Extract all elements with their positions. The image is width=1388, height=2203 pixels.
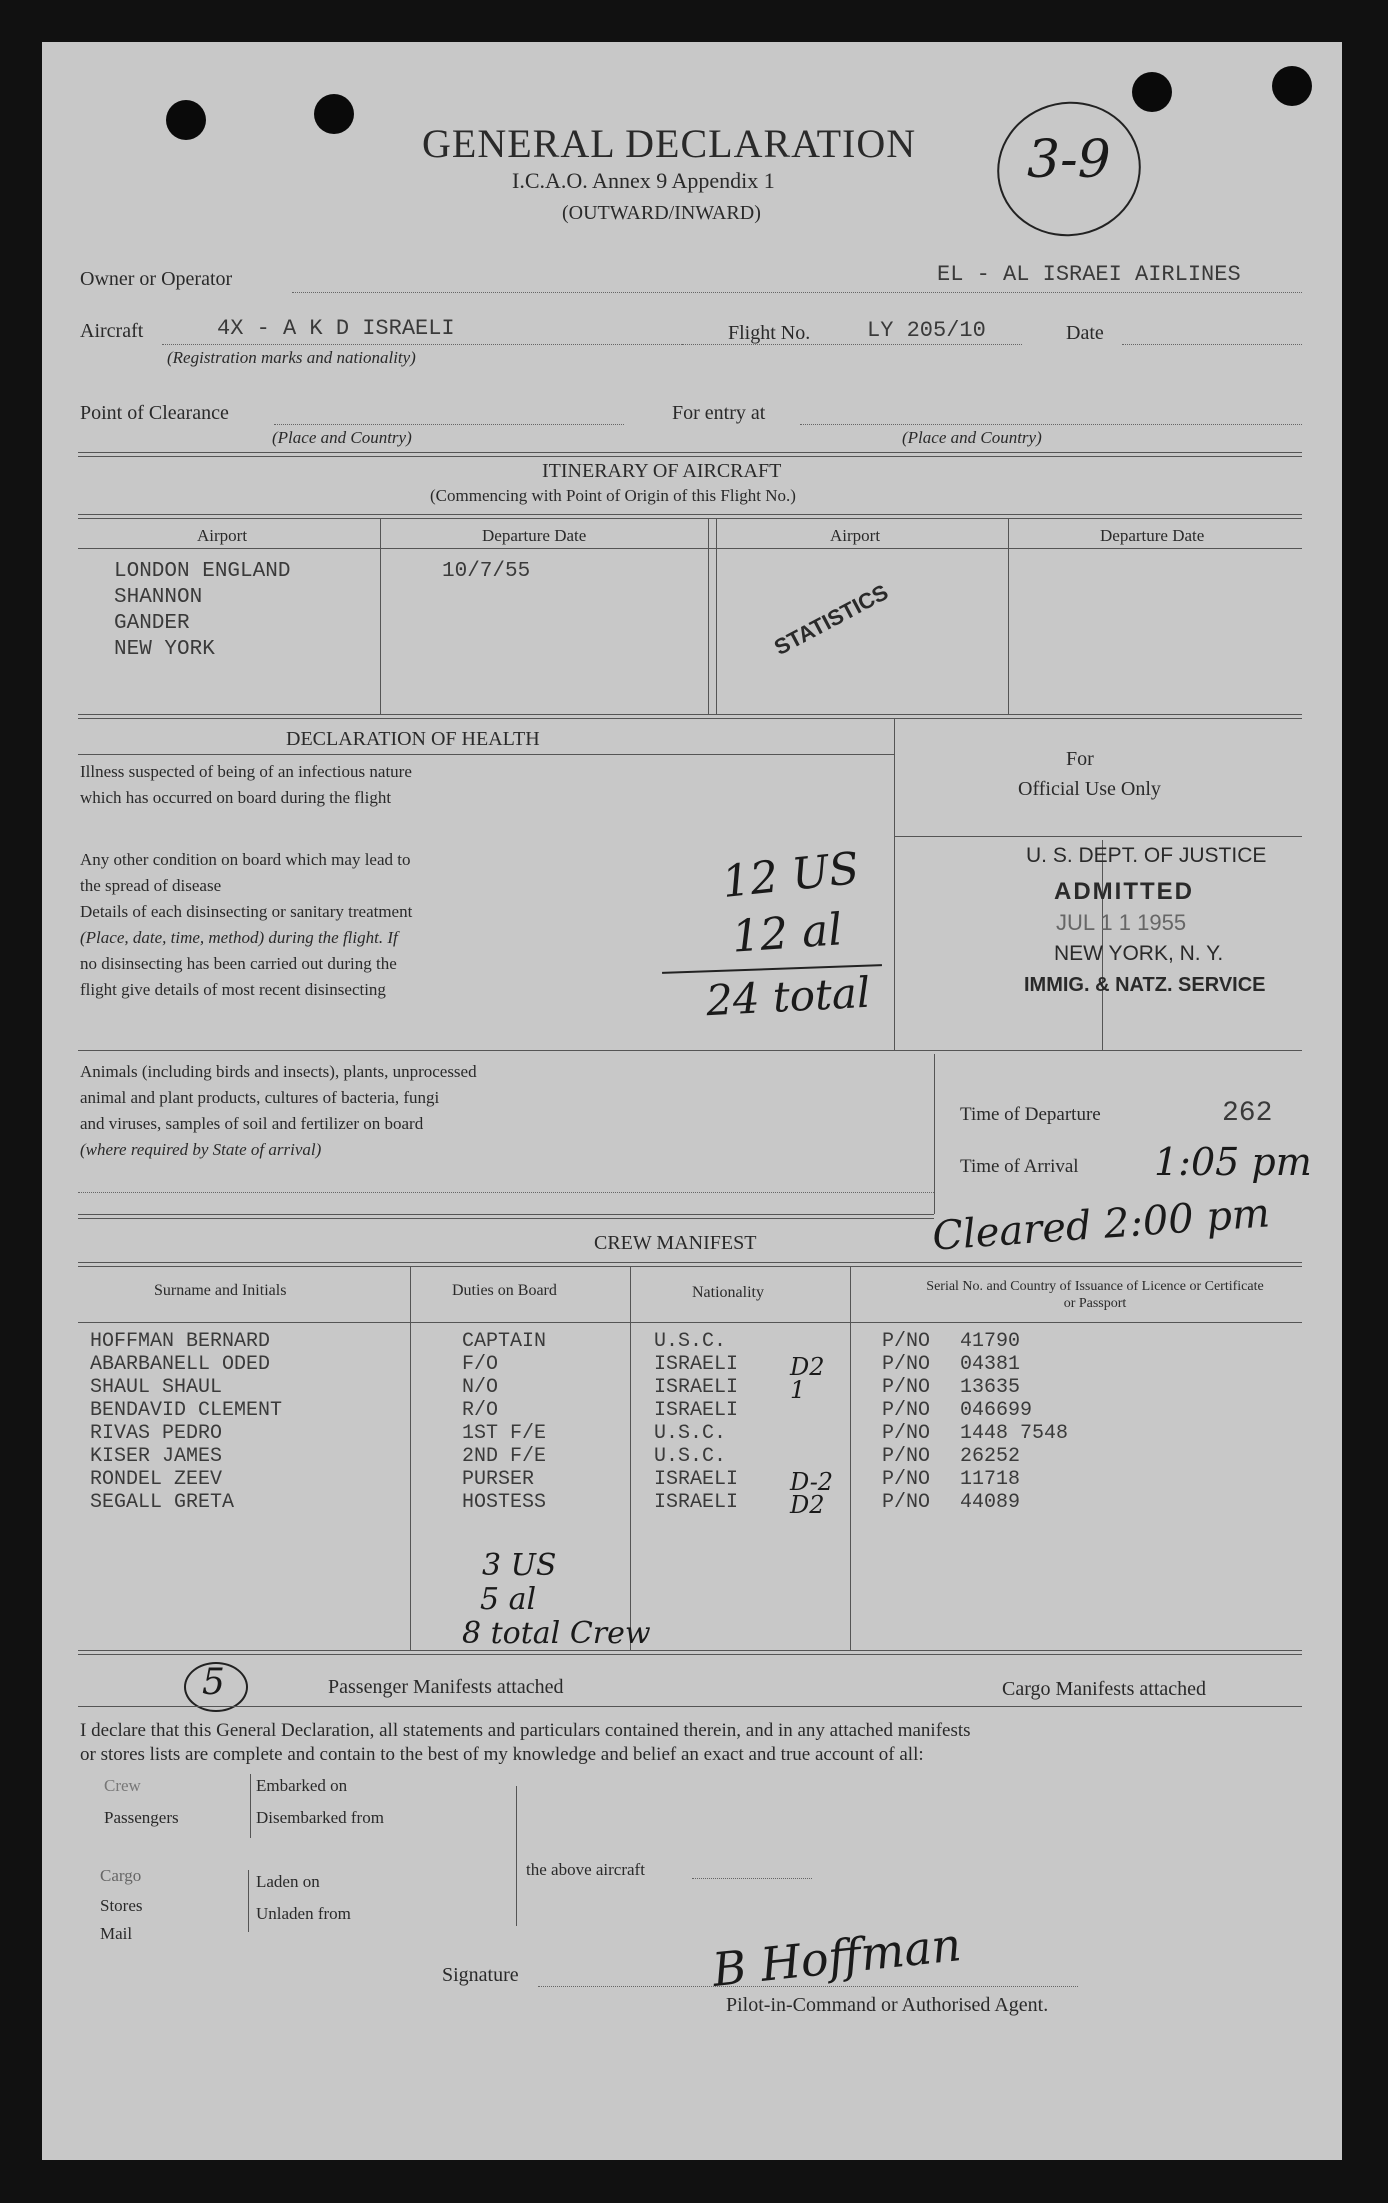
entry-line bbox=[800, 424, 1302, 425]
aircraft-line bbox=[162, 344, 682, 345]
crew-duty: 2ND F/E bbox=[462, 1445, 547, 1468]
crew-serial-no: 04381 bbox=[960, 1353, 1021, 1376]
form-subtitle: I.C.A.O. Annex 9 Appendix 1 bbox=[512, 168, 775, 193]
health-item1-line1: Illness suspected of being of an infectious nature bbox=[80, 762, 412, 781]
justice-stamp-3: JUL 1 1 1955 bbox=[1056, 910, 1187, 935]
flight-label: Flight No. bbox=[728, 322, 811, 344]
crew-mark: D2 bbox=[790, 1491, 825, 1519]
crew-serial-prefix: P/NO bbox=[882, 1376, 931, 1399]
place-note-left: (Place and Country) bbox=[272, 428, 412, 447]
health-title: DECLARATION OF HEALTH bbox=[286, 728, 540, 750]
owner-label: Owner or Operator bbox=[80, 268, 233, 290]
form-sheet bbox=[42, 42, 1342, 2160]
crew-name: HOFFMAN BERNARD bbox=[90, 1330, 271, 1353]
embarked-label: Embarked on bbox=[256, 1776, 348, 1795]
arrival-time-value: 1:05 pm bbox=[1154, 1140, 1312, 1184]
crew-col-duty: Duties on Board bbox=[452, 1282, 557, 1299]
mail-label: Mail bbox=[100, 1924, 133, 1943]
departure-time-label: Time of Departure bbox=[960, 1104, 1101, 1125]
clearance-label: Point of Clearance bbox=[80, 402, 229, 424]
crew-handwritten-1: 3 US bbox=[482, 1548, 557, 1583]
passengers-label: Passengers bbox=[104, 1808, 179, 1827]
crew-nationality: ISRAELI bbox=[654, 1376, 739, 1399]
date-line bbox=[1122, 344, 1302, 345]
health-handwritten-2: 12 al bbox=[730, 904, 844, 963]
crew-serial-prefix: P/NO bbox=[882, 1330, 931, 1353]
itin-col-airport-1: Airport bbox=[197, 526, 248, 545]
rule bbox=[894, 836, 1302, 837]
itin-airport-3: GANDER bbox=[114, 612, 190, 635]
crew-name: RONDEL ZEEV bbox=[90, 1468, 223, 1491]
crew-col-nat: Nationality bbox=[692, 1284, 764, 1301]
animals-line1: Animals (including birds and insects), plants, unprocessed bbox=[80, 1062, 477, 1081]
justice-stamp-4: NEW YORK, N. Y. bbox=[1054, 942, 1224, 965]
rule bbox=[78, 754, 894, 755]
col-rule bbox=[410, 1266, 411, 1650]
declaration-text-2: or stores lists are complete and contain to the best of my knowledge and belief an exact and true account of all: bbox=[80, 1744, 924, 1765]
itinerary-subtitle: (Commencing with Point of Origin of this Flight No.) bbox=[430, 486, 796, 505]
health-item3-line1: Details of each disinsecting or sanitary treatment bbox=[80, 902, 413, 921]
rule bbox=[78, 452, 1302, 457]
col-rule bbox=[850, 1266, 851, 1650]
col-rule bbox=[716, 518, 717, 714]
rule bbox=[692, 1878, 812, 1879]
crew-duty: PURSER bbox=[462, 1468, 535, 1491]
crew-serial-prefix: P/NO bbox=[882, 1399, 931, 1422]
crew-label: Crew bbox=[104, 1776, 141, 1795]
col-rule bbox=[380, 518, 381, 714]
stores-label: Stores bbox=[100, 1896, 143, 1915]
crew-nationality: U.S.C. bbox=[654, 1422, 727, 1445]
health-item3-line4: flight give details of most recent disinsecting bbox=[80, 980, 386, 999]
health-handwritten-1: 12 US bbox=[719, 842, 862, 909]
col-rule bbox=[630, 1266, 631, 1650]
brace bbox=[248, 1870, 249, 1932]
crew-duty: F/O bbox=[462, 1353, 499, 1376]
rule bbox=[78, 1214, 934, 1219]
justice-stamp-5: IMMIG. & NATZ. SERVICE bbox=[1024, 974, 1266, 996]
crew-name: BENDAVID CLEMENT bbox=[90, 1399, 283, 1422]
departure-time-value: 262 bbox=[1222, 1098, 1273, 1129]
crew-nationality: ISRAELI bbox=[654, 1353, 739, 1376]
crew-nationality: U.S.C. bbox=[654, 1330, 727, 1353]
rule bbox=[78, 1650, 1302, 1655]
crew-mark: D2 bbox=[790, 1353, 825, 1381]
crew-title: CREW MANIFEST bbox=[594, 1232, 757, 1254]
unladen-label: Unladen from bbox=[256, 1904, 351, 1923]
crew-nationality: ISRAELI bbox=[654, 1399, 739, 1422]
crew-serial-no: 046699 bbox=[960, 1399, 1033, 1422]
rule bbox=[78, 1262, 1302, 1267]
crew-serial-no: 1448 7548 bbox=[960, 1422, 1069, 1445]
health-item3-line2: (Place, date, time, method) during the flight. If bbox=[80, 928, 398, 947]
clearance-line bbox=[274, 424, 624, 425]
cargo-manifest-label: Cargo Manifests attached bbox=[1002, 1678, 1207, 1700]
entry-label: For entry at bbox=[672, 402, 766, 424]
crew-nationality: ISRAELI bbox=[654, 1491, 739, 1514]
disembarked-label: Disembarked from bbox=[256, 1808, 384, 1827]
crew-mark: D-2 bbox=[790, 1468, 834, 1496]
health-item1-line2: which has occurred on board during the flight bbox=[80, 788, 392, 807]
crew-handwritten-3: 8 total Crew bbox=[462, 1616, 651, 1651]
punch-hole bbox=[314, 94, 354, 134]
crew-name: ABARBANELL ODED bbox=[90, 1353, 271, 1376]
crew-col-serial: Serial No. and Country of Issuance of Licence or Certificate or Passport bbox=[926, 1279, 1264, 1311]
justice-stamp-2: ADMITTED bbox=[1054, 878, 1194, 905]
cargo-label: Cargo bbox=[100, 1866, 142, 1885]
itin-col-date-2: Departure Date bbox=[1100, 526, 1205, 545]
rule bbox=[78, 1322, 1302, 1323]
arrival-time-label: Time of Arrival bbox=[960, 1156, 1079, 1177]
health-item2-line1: Any other condition on board which may lead to bbox=[80, 850, 411, 869]
crew-duty: CAPTAIN bbox=[462, 1330, 547, 1353]
justice-stamp-1: U. S. DEPT. OF JUSTICE bbox=[1026, 844, 1267, 867]
owner-value: EL - AL ISRAEI AIRLINES bbox=[937, 262, 1241, 287]
place-note-right: (Place and Country) bbox=[902, 428, 1042, 447]
passenger-manifest-label: Passenger Manifests attached bbox=[328, 1676, 564, 1698]
crew-serial-prefix: P/NO bbox=[882, 1422, 931, 1445]
crew-mark: 1 bbox=[790, 1376, 806, 1404]
form-title: GENERAL DECLARATION bbox=[422, 121, 917, 166]
health-handwritten-3: 24 total bbox=[704, 967, 872, 1026]
statistics-stamp: STATISTICS bbox=[770, 579, 893, 661]
crew-serial-no: 11718 bbox=[960, 1468, 1021, 1491]
crew-serial-no: 13635 bbox=[960, 1376, 1021, 1399]
agent-label: Pilot-in-Command or Authorised Agent. bbox=[726, 1994, 1049, 2016]
crew-serial-prefix: P/NO bbox=[882, 1445, 931, 1468]
official-title-2: Official Use Only bbox=[1018, 778, 1161, 800]
flight-line bbox=[682, 344, 1022, 345]
itinerary-title: ITINERARY OF AIRCRAFT bbox=[542, 460, 782, 482]
owner-line bbox=[292, 292, 1302, 293]
col-rule bbox=[894, 718, 895, 1050]
rule bbox=[78, 514, 1302, 519]
animals-line3: and viruses, samples of soil and fertilizer on board bbox=[80, 1114, 424, 1133]
rule bbox=[78, 1192, 934, 1193]
crew-nationality: ISRAELI bbox=[654, 1468, 739, 1491]
itin-airport-1: LONDON ENGLAND bbox=[114, 560, 291, 583]
rule bbox=[78, 548, 1302, 549]
crew-duty: HOSTESS bbox=[462, 1491, 547, 1514]
rule bbox=[78, 1706, 1302, 1707]
handwritten-number: 3-9 bbox=[1027, 130, 1111, 190]
laden-label: Laden on bbox=[256, 1872, 320, 1891]
punch-hole bbox=[1132, 72, 1172, 112]
crew-serial-no: 44089 bbox=[960, 1491, 1021, 1514]
crew-duty: R/O bbox=[462, 1399, 499, 1422]
form-direction: (OUTWARD/INWARD) bbox=[562, 202, 761, 224]
crew-duty: N/O bbox=[462, 1376, 499, 1399]
crew-name: SHAUL SHAUL bbox=[90, 1376, 223, 1399]
animals-line4: (where required by State of arrival) bbox=[80, 1140, 322, 1159]
col-rule bbox=[708, 518, 709, 714]
animals-line2: animal and plant products, cultures of bacteria, fungi bbox=[80, 1088, 440, 1107]
aircraft-label: Aircraft bbox=[80, 320, 144, 342]
col-rule bbox=[1008, 518, 1009, 714]
signature-label: Signature bbox=[442, 1964, 519, 1986]
above-aircraft-label: the above aircraft bbox=[526, 1860, 645, 1879]
brace bbox=[250, 1774, 251, 1838]
crew-serial-prefix: P/NO bbox=[882, 1353, 931, 1376]
itin-airport-4: NEW YORK bbox=[114, 638, 215, 661]
itin-airport-2: SHANNON bbox=[114, 586, 203, 609]
crew-name: SEGALL GRETA bbox=[90, 1491, 235, 1514]
itin-departure-date: 10/7/55 bbox=[442, 560, 531, 583]
itin-col-date-1: Departure Date bbox=[482, 526, 587, 545]
itin-col-airport-2: Airport bbox=[830, 526, 881, 545]
punch-hole bbox=[1272, 66, 1312, 106]
col-rule bbox=[934, 1054, 935, 1214]
flight-value: LY 205/10 bbox=[867, 318, 986, 343]
health-item2-line2: the spread of disease bbox=[80, 876, 222, 895]
health-item3-line3: no disinsecting has been carried out during the bbox=[80, 954, 397, 973]
punch-hole bbox=[166, 100, 206, 140]
crew-name: RIVAS PEDRO bbox=[90, 1422, 223, 1445]
crew-col-name: Surname and Initials bbox=[154, 1282, 287, 1299]
brace bbox=[516, 1786, 517, 1926]
crew-name: KISER JAMES bbox=[90, 1445, 223, 1468]
registration-note: (Registration marks and nationality) bbox=[167, 348, 416, 367]
crew-duty: 1ST F/E bbox=[462, 1422, 547, 1445]
declaration-text-1: I declare that this General Declaration, all statements and particulars contained therein, and in any attached manifests bbox=[80, 1720, 971, 1741]
passenger-count: 5 bbox=[202, 1662, 225, 1703]
crew-serial-prefix: P/NO bbox=[882, 1468, 931, 1491]
crew-serial-prefix: P/NO bbox=[882, 1491, 931, 1514]
date-label: Date bbox=[1066, 322, 1104, 344]
official-title-1: For bbox=[1066, 748, 1094, 770]
rule bbox=[78, 714, 1302, 719]
crew-serial-no: 41790 bbox=[960, 1330, 1021, 1353]
cleared-note: Cleared 2:00 pm bbox=[930, 1190, 1272, 1260]
crew-nationality: U.S.C. bbox=[654, 1445, 727, 1468]
aircraft-value: 4X - A K D ISRAELI bbox=[217, 316, 455, 341]
signature: B Hoffman bbox=[709, 1917, 964, 1997]
crew-handwritten-2: 5 al bbox=[480, 1582, 537, 1617]
rule bbox=[78, 1050, 1302, 1051]
crew-serial-no: 26252 bbox=[960, 1445, 1021, 1468]
